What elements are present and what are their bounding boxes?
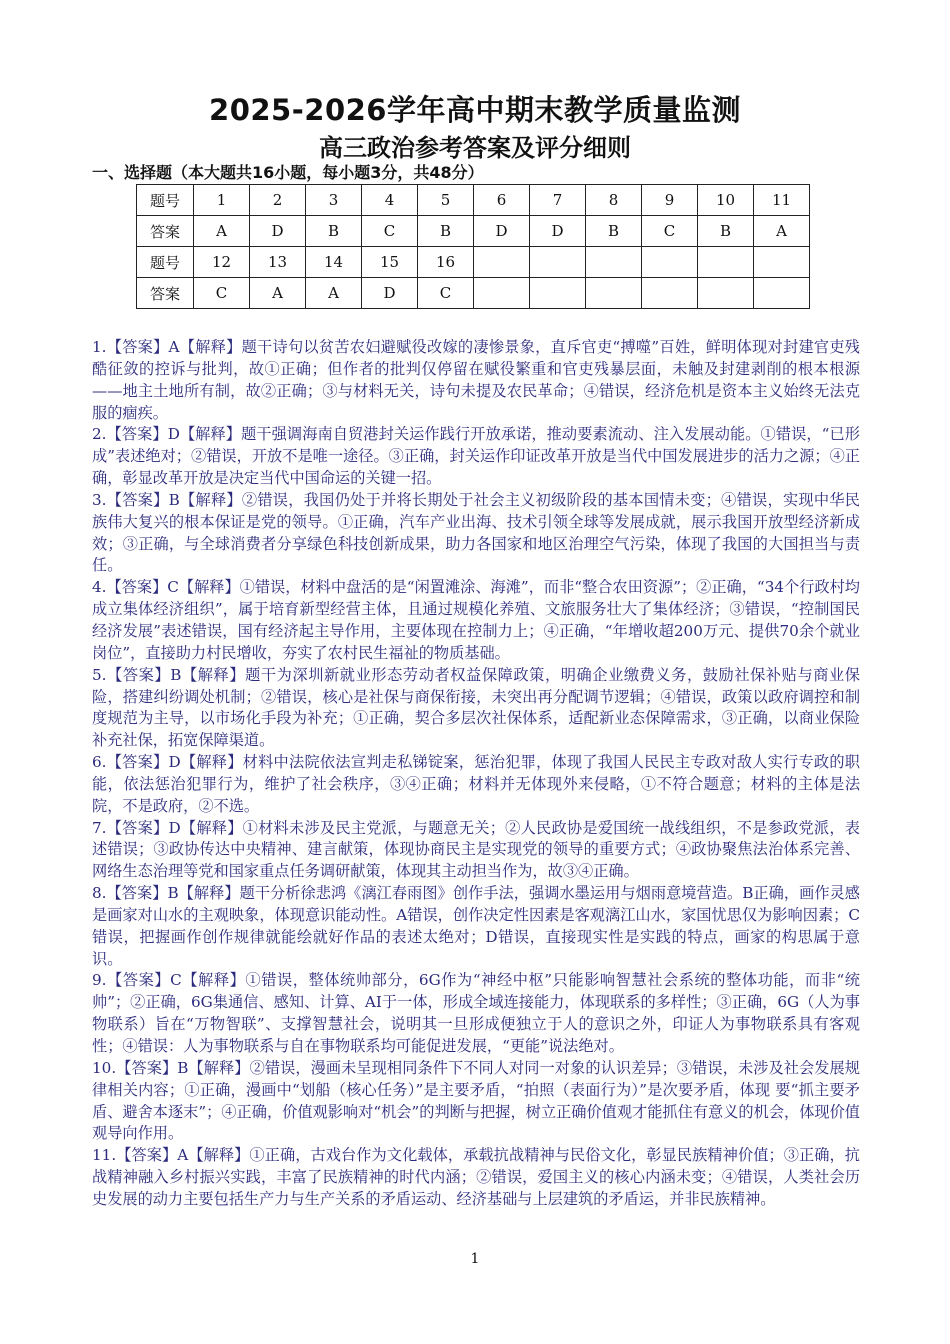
table-cell [642, 247, 698, 278]
table-cell: A [250, 278, 306, 309]
table-cell [474, 247, 530, 278]
table-row [137, 216, 810, 247]
explanation-item: 7.【答案】D【解释】①材料未涉及民主党派，与题意无关；②人民政协是爱国统一战线组织，不是参政党派，表述错误；③政协传达中央精神、建言献策，体现协商民主是实现党的领导的重要方式；④政协聚焦法治体系完善、网络生态治理等党和国家重点任务调研献策，体现其主动担当作为，故③④正确。 [92, 818, 860, 881]
table-cell [474, 278, 530, 309]
table-row [137, 278, 810, 309]
table-cell: A [306, 278, 362, 309]
table-cell: B [418, 216, 474, 247]
table-row-header: 答案 [137, 216, 194, 247]
table-cell: 13 [250, 247, 306, 278]
table-cell: 7 [530, 185, 586, 216]
table-cell [530, 247, 586, 278]
table-cell: 14 [306, 247, 362, 278]
section-heading: 一、选择题（本大题共16小题，每小题3分，共48分） [92, 163, 484, 182]
explanation-item: 10.【答案】B【解释】②错误，漫画未呈现相同条件下不同人对同一对象的认识差异；③错误，未涉及社会发展规律相关内容；①正确，漫画中“划船（核心任务）”是主要矛盾，“拍照（表面行为）”是次要矛盾，体现 要“抓主要矛盾、避舍本逐末”；④正确，价值观影响对“机会”的判断与把握，树立正确价值观才能抓住有意义的机会，体现价值观导向作用。 [92, 1058, 860, 1143]
table-cell: 6 [474, 185, 530, 216]
table-cell: D [362, 278, 418, 309]
explanation-item: 5.【答案】B【解释】题干为深圳新就业形态劳动者权益保障政策，明确企业缴费义务，鼓励社保补贴与商业保险，搭建纠纷调处机制；②错误，核心是社保与商保衔接，未突出再分配调节逻辑；④错误，政策以政府调控和制度规范为主导，以市场化手段为补充；①正确，契合多层次社保体系，适配新业态保障需求，③正确，以商业保险补充社保，拓宽保障渠道。 [92, 665, 860, 750]
table-cell: C [194, 278, 250, 309]
table-cell: C [418, 278, 474, 309]
table-row [137, 185, 810, 216]
table-cell [530, 278, 586, 309]
table-cell: B [306, 216, 362, 247]
explanation-item: 2.【答案】D【解释】题干强调海南自贸港封关运作践行开放承诺，推动要素流动、注入发展动能。①错误，“已形成”表述绝对；②错误，开放不是唯一途径。③正确，封关运作印证改革开放是当代中国发展进步的活力之源；④正确，彰显改革开放是决定当代中国命运的关键一招。 [92, 425, 860, 488]
explanation-item: 4.【答案】C【解释】①错误，材料中盘活的是“闲置滩涂、海滩”，而非“整合农田资源”；②正确，“34个行政村均成立集体经济组织”，属于培育新型经营主体，且通过规模化养殖、文旅服务壮大了集体经济；③错误，“控制国民经济发展”表述错误，国有经济起主导作用，主要体现在控制力上；④正确，“年增收超200万元、提供70余个就业岗位”，直接助力村民增收，夯实了农村民生福祉的物质基础。 [92, 578, 860, 662]
table-cell: 4 [362, 185, 418, 216]
table-cell: C [362, 216, 418, 247]
answer-table [136, 184, 810, 309]
table-cell [754, 247, 810, 278]
table-cell: B [698, 216, 754, 247]
page-title: 2025-2026学年高中期末教学质量监测 [209, 93, 741, 127]
explanations [92, 337, 860, 1211]
table-row [137, 247, 810, 278]
table-cell [586, 247, 642, 278]
explanation-item: 8.【答案】B【解释】题干分析徐悲鸿《漓江春雨图》创作手法，强调水墨运用与烟雨意境营造。B正确，画作灵感是画家对山水的主观映象，体现意识能动性。A错误，创作决定性因素是客观漓江山水，家国忧思仅为影响因素；C错误，把握画作创作规律就能绘就好作品的表述太绝对；D错误，直接现实性是实践的特点，画家的构思属于意识。 [92, 884, 860, 968]
table-cell [586, 278, 642, 309]
table-cell: B [586, 216, 642, 247]
table-cell [698, 278, 754, 309]
table-cell: C [642, 216, 698, 247]
table-cell: D [530, 216, 586, 247]
table-cell: A [194, 216, 250, 247]
table-row-header: 题号 [137, 185, 194, 216]
table-row-header: 题号 [137, 247, 194, 278]
table-cell: 12 [194, 247, 250, 278]
table-cell: 15 [362, 247, 418, 278]
table-cell: 10 [698, 185, 754, 216]
table-cell: 9 [642, 185, 698, 216]
page-subtitle: 高三政治参考答案及评分细则 [319, 134, 631, 162]
explanation-item: 11.【答案】A【解释】①正确，古戏台作为文化载体，承载抗战精神与民俗文化，彰显民族精神价值；③正确，抗战精神融入乡村振兴实践，丰富了民族精神的时代内涵；②错误，爱国主义的核心内涵未变；④错误，人类社会历史发展的动力主要包括生产力与生产关系的矛盾运动、经济基础与上层建筑的矛盾运，并非民族精神。 [92, 1146, 860, 1208]
table-row-header: 答案 [137, 278, 194, 309]
explanation-item: 1.【答案】A【解释】题干诗句以贫苦农妇避赋役改嫁的凄惨景象，直斥官吏“搏噬”百姓，鲜明体现对封建官吏残酷征敛的控诉与批判，故①正确；但作者的批判仅停留在赋役繁重和官吏残暴层面，未触及封建剥削的根本根源——地主土地所有制，故②正确；③与材料无关，诗句未提及农民革命；④错误，经济危机是资本主义始终无法克服的痼疾。 [92, 338, 860, 422]
table-cell [642, 278, 698, 309]
table-cell [754, 278, 810, 309]
table-cell: 11 [754, 185, 810, 216]
page-number: 1 [470, 1251, 480, 1267]
explanation-item: 3.【答案】B【解释】②错误，我国仍处于并将长期处于社会主义初级阶段的基本国情未变；④错误，实现中华民族伟大复兴的根本保证是党的领导。①正确，汽车产业出海、技术引领全球等发展成就，展示我国开放型经济新成效；③正确，与全球消费者分享绿色科技创新成果，助力各国家和地区治理空气污染，体现了我国的大国担当与责任。 [92, 490, 860, 575]
table-cell: 5 [418, 185, 474, 216]
table-cell: 3 [306, 185, 362, 216]
table-cell: D [474, 216, 530, 247]
table-cell: 1 [194, 185, 250, 216]
table-cell: D [250, 216, 306, 247]
table-cell: 8 [586, 185, 642, 216]
table-cell [698, 247, 754, 278]
table-cell: 2 [250, 185, 306, 216]
explanation-item: 9.【答案】C【解释】①错误，整体统帅部分，6G作为“神经中枢”只能影响智慧社会系统的整体功能，而非“统帅”；②正确，6G集通信、感知、计算、AI于一体，形成全域连接能力，体现联系的多样性；③正确，6G（人为事物联系）旨在“万物智联”、支撑智慧社会，说明其一旦形成便独立于人的意识之外，印证人为事物联系具有客观性；④错误：人为事物联系与自在事物联系均可能促进发展，“更能”说法绝对。 [92, 971, 860, 1055]
table-cell: A [754, 216, 810, 247]
explanation-item: 6.【答案】D【解释】材料中法院依法宣判走私锑锭案，惩治犯罪，体现了我国人民民主专政对敌人实行专政的职能，依法惩治犯罪行为，维护了社会秩序，③④正确；材料并无体现外来侵略，①不符合题意；材料的主体是法院，不是政府，②不选。 [92, 753, 860, 815]
table-cell: 16 [418, 247, 474, 278]
